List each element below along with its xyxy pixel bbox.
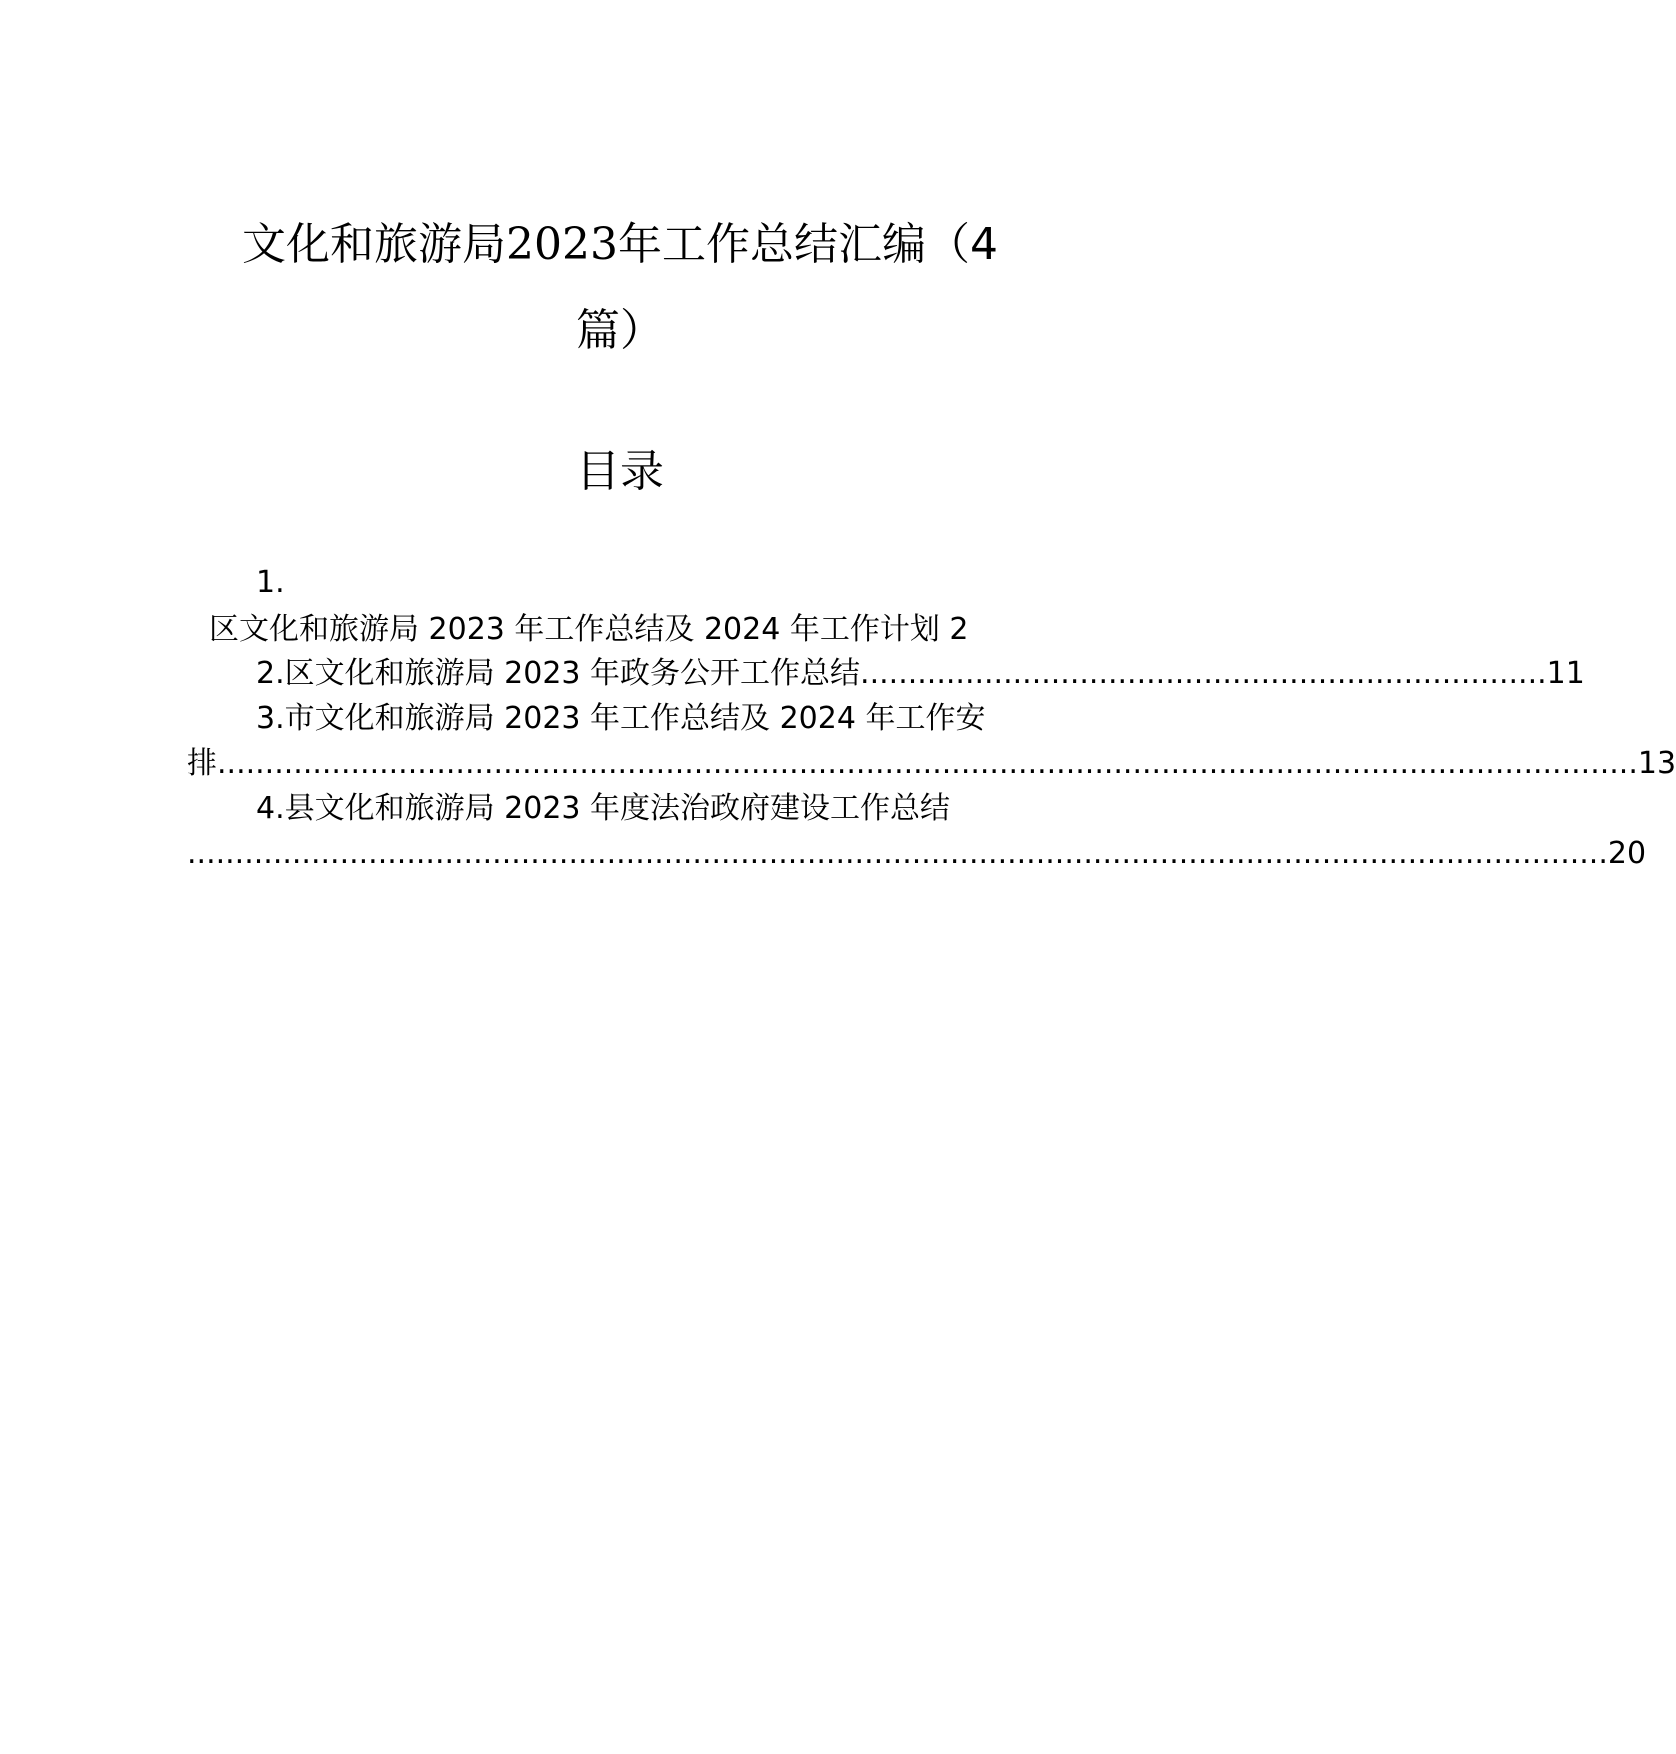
toc-heading: 目录 xyxy=(576,446,664,497)
toc-item-4-continuation[interactable] xyxy=(187,831,1647,876)
toc-item-1-title[interactable] xyxy=(209,607,968,652)
toc-item-2[interactable] xyxy=(256,651,1585,696)
title-year: 2023 xyxy=(506,219,618,270)
toc-item-2-label: 2.区文化和旅游局 2023 年政务公开工作总结 xyxy=(256,656,861,691)
toc-item-3-leader: ..................................................................................................................................................... xyxy=(217,746,1638,781)
title-suffix: 年工作总结汇编（4 xyxy=(617,219,998,270)
document-title-continuation: 篇） xyxy=(576,305,664,356)
title-prefix: 文化和旅游局 xyxy=(242,219,506,270)
toc-item-1-number: 1. xyxy=(256,565,285,600)
toc-item-3-page: 13 xyxy=(1637,746,1676,781)
toc-item-2-leader: ........................................................................ xyxy=(860,656,1547,691)
document-title xyxy=(0,201,1240,289)
toc-item-1-label: 区文化和旅游局 2023 年工作总结及 2024 年工作计划 xyxy=(209,612,940,647)
toc-item-2-page: 11 xyxy=(1546,656,1585,691)
toc-item-3-continuation[interactable] xyxy=(187,741,1676,786)
toc-item-4-leader: ..................................................................................................................................................... xyxy=(187,836,1608,871)
toc-item-3-cont-label: 排 xyxy=(187,746,217,781)
toc-item-4-page: 20 xyxy=(1607,836,1647,871)
toc-item-3-title[interactable]: 3.市文化和旅游局 2023 年工作总结及 2024 年工作安 xyxy=(256,701,986,736)
toc-item-1-page: 2 xyxy=(949,612,969,647)
toc-item-4-title[interactable]: 4.县文化和旅游局 2023 年度法治政府建设工作总结 xyxy=(256,791,951,826)
